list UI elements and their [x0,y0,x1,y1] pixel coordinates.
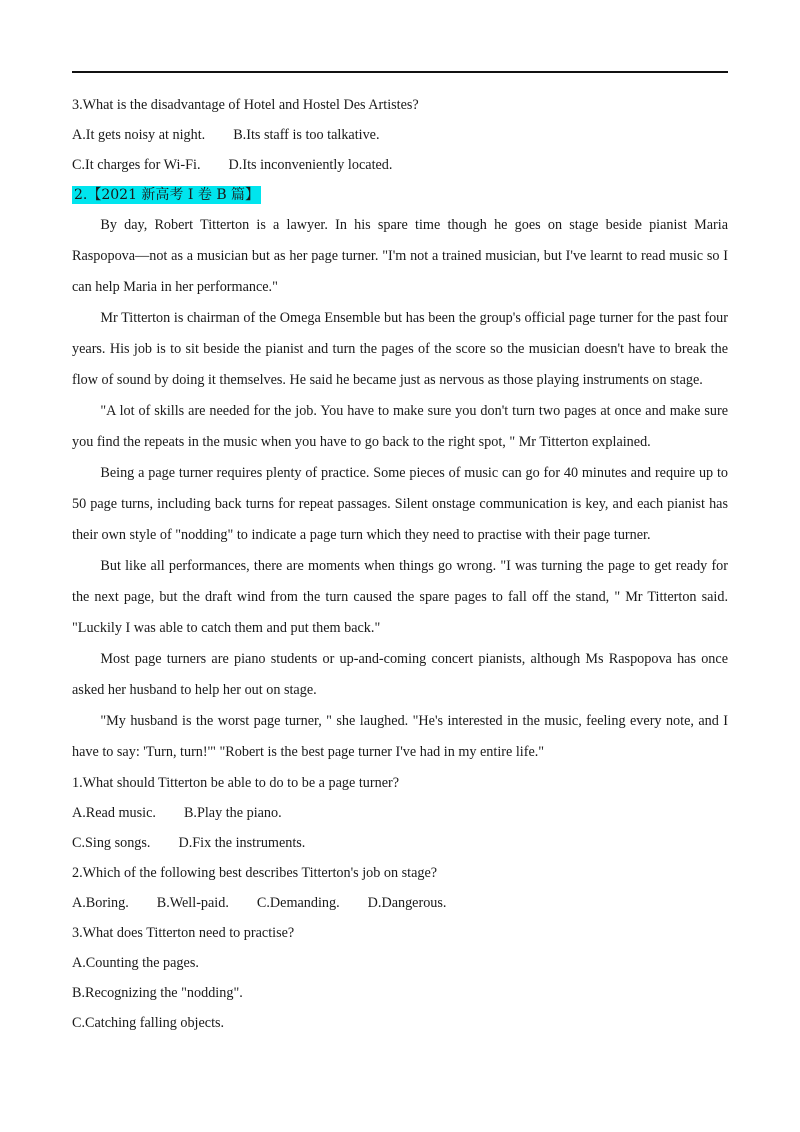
option-a: A.Counting the pages. [72,955,199,971]
passage-paragraph: "My husband is the worst page turner, " she laughed. "He's interested in the music, feeling every note, and I have to say: 'Turn, turn!'" "Robert is the best page turner I've had in my entire life." [72,713,728,760]
document-body [72,90,728,1038]
question-stem: 3.What does Titterton need to practise? [72,925,295,941]
question-stem: 2.Which of the following best describes Titterton's job on stage? [72,865,438,881]
section-tag: 2.【2021 新高考 I 卷 B 篇】 [74,187,260,203]
question-stem: 3.What is the disadvantage of Hotel and Hostel Des Artistes? [72,97,419,113]
option-d: D.Fix the instruments. [178,835,306,851]
option-d: D.Dangerous. [367,895,447,911]
option-c: C.Catching falling objects. [72,1015,225,1031]
option-b: B.Well-paid. [156,895,229,911]
question-stem: 1.What should Titterton be able to do to be a page turner? [72,775,400,791]
option-row [72,828,728,858]
option-row [72,120,728,150]
passage-paragraph: Mr Titterton is chairman of the Omega Ensemble but has been the group's official page turner for the past four years. His job is to sit beside the pianist and turn the pages of the score so the musician doesn't have to break the flow of sound by doing it themselves. He said he became just as nervous as those playing instruments on stage. [72,310,728,388]
option-c: C.It charges for Wi-Fi. [72,157,201,173]
passage-paragraph: Most page turners are piano students or up-and-coming concert pianists, although Ms Raspopova has once asked her husband to help her out on stage. [72,651,728,698]
option-b: B.Recognizing the "nodding". [72,985,243,1001]
option-a: A.It gets noisy at night. [72,127,206,143]
passage-paragraph: Being a page turner requires plenty of practice. Some pieces of music can go for 40 minutes and require up to 50 page turns, including back turns for repeat passages. Silent onstage communication is key, and each pianist has their own style of "nodding" to indicate a page turn which they need to practise with their page turner. [72,465,728,543]
option-c: C.Sing songs. [72,835,151,851]
option-row [72,150,728,180]
option-row [72,888,728,918]
header-rule [72,71,728,73]
passage-paragraph: "A lot of skills are needed for the job. You have to make sure you don't turn two pages at once and make sure you find the repeats in the music when you have to go back to the right spot, " Mr Titterton explained. [72,403,728,450]
passage-paragraph: But like all performances, there are moments when things go wrong. "I was turning the page to get ready for the next page, but the draft wind from the turn caused the spare pages to fall off the stand, " Mr Titterton said. "Luckily I was able to catch them and put them back." [72,558,728,636]
option-a: A.Read music. [72,805,156,821]
option-row [72,798,728,828]
option-c: C.Demanding. [256,895,340,911]
option-a: A.Boring. [72,895,129,911]
section-heading [72,180,728,210]
option-b: B.Its staff is too talkative. [233,127,380,143]
option-d: D.Its inconveniently located. [228,157,393,173]
option-b: B.Play the piano. [183,805,282,821]
question-list [72,768,728,1038]
passage-paragraph: By day, Robert Titterton is a lawyer. In his spare time though he goes on stage beside pianist Maria Raspopova—not as a musician but as her page turner. "I'm not a trained musician, but I've learnt to read music so I can help Maria in her performance." [72,217,728,295]
